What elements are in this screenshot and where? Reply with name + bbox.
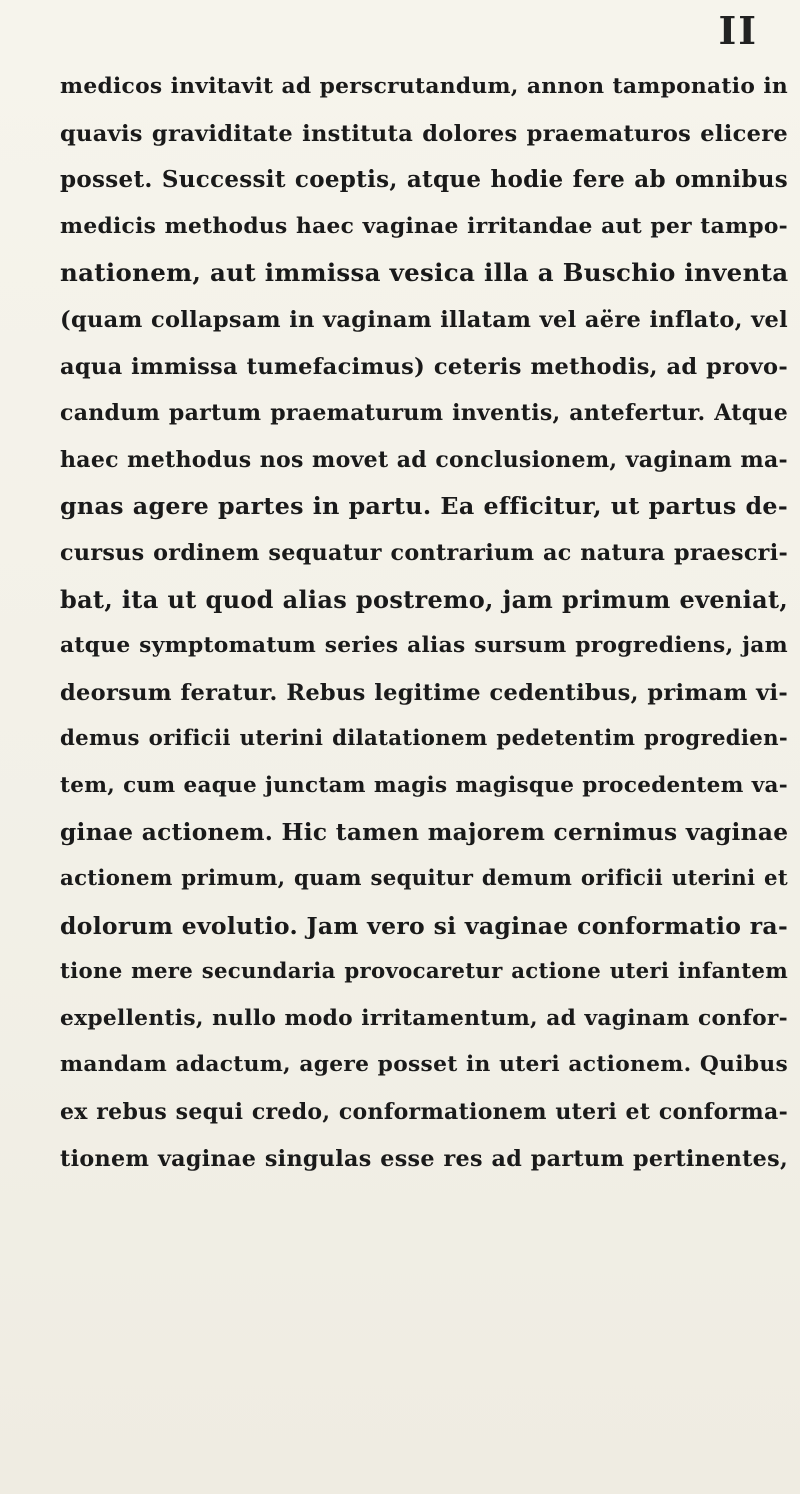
text-line: posset. Successit coeptis, atque hodie fere ab omnibus [60, 166, 788, 194]
text-line: haec methodus nos movet ad conclusionem, vaginam ma- [60, 446, 788, 473]
text-line: nationem, aut immissa vesica illa a Buschio inventa [60, 258, 789, 288]
text-line: actionem primum, quam sequitur demum orificii uterini et [60, 866, 788, 892]
text-line: cursus ordinem sequatur contrarium ac natura praescri- [60, 539, 788, 566]
text-line: ex rebus sequi credo, conformationem uteri et conforma- [60, 1099, 788, 1126]
text-line: atque symptomatum series alias sursum progrediens, jam [60, 633, 788, 659]
page-number: II [718, 8, 758, 53]
text-line: demus orificii uterini dilatationem pedetentim progredien- [60, 726, 788, 752]
text-line: tionem vaginae singulas esse res ad partum pertinentes, [60, 1145, 788, 1172]
text-line: medicis methodus haec vaginae irritandae aut per tampo- [60, 213, 788, 239]
text-line: mandam adactum, agere posset in uteri actionem. Quibus [60, 1052, 788, 1078]
text-line: tione mere secundaria provocaretur actione uteri infantem [60, 959, 788, 985]
text-line: aqua immissa tumefacimus) ceteris methodis, ad provo- [60, 353, 788, 380]
text-line: bat, ita ut quod alias postremo, jam primum eveniat, [60, 584, 788, 614]
text-line: quavis graviditate instituta dolores praematuros elicere [60, 120, 788, 147]
text-line: candum partum praematurum inventis, antefertur. Atque [60, 400, 788, 427]
text-line: medicos invitavit ad perscrutandum, annon tamponatio in [60, 74, 788, 99]
text-line: dolorum evolutio. Jam vero si vaginae conformatio ra- [60, 911, 788, 940]
text-line: tem, cum eaque junctam magis magisque procedentem va- [60, 772, 788, 798]
text-line: gnas agere partes in partu. Ea efficitur, ut partus de- [60, 492, 788, 521]
body-text [60, 64, 788, 1182]
text-line: deorsum feratur. Rebus legitime cedentibus, primam vi- [60, 679, 788, 706]
text-line: expellentis, nullo modo irritamentum, ad vaginam confor- [60, 1005, 788, 1031]
text-line: (quam collapsam in vaginam illatam vel aëre inflato, vel [60, 306, 788, 333]
text-line: ginae actionem. Hic tamen majorem cernimus vaginae [60, 818, 789, 846]
